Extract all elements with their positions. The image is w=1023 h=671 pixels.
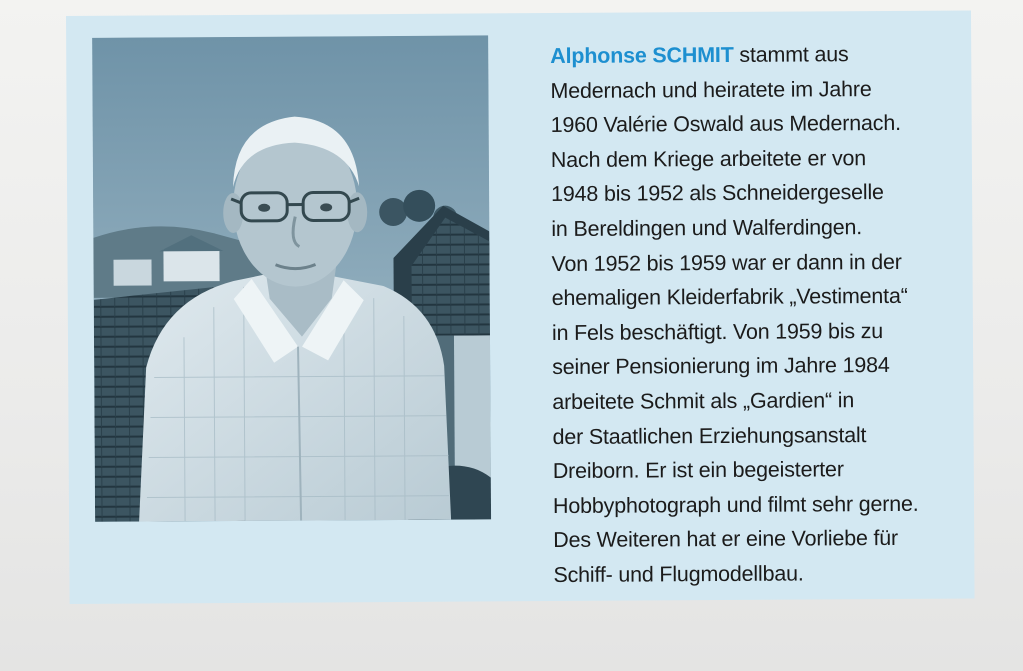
bio-line: Des Weiteren hat er eine Vorliebe für <box>553 526 899 553</box>
bio-first-line-rest: stammt aus <box>733 42 849 67</box>
bio-line: in Fels beschäftigt. Von 1959 bis zu <box>551 318 884 345</box>
bio-line: arbeitete Schmit als „Gardien“ in <box>552 388 855 414</box>
bio-line: 1960 Valérie Oswald aus Medernach. <box>550 111 901 138</box>
bio-line: Hobbyphotograph und filmt sehr gerne. <box>552 491 919 518</box>
portrait-photo <box>92 35 491 521</box>
info-panel <box>66 10 975 604</box>
portrait-illustration <box>92 35 491 521</box>
bio-line <box>550 37 960 74</box>
bio-line: Schiff- und Flugmodellbau. <box>553 561 804 587</box>
bio-line: 1948 bis 1952 als Schneidergeselle <box>551 180 884 207</box>
bio-line: Dreiborn. Er ist ein begeisterter <box>552 457 844 484</box>
person-name: Alphonse SCHMIT <box>550 42 734 69</box>
bio-line: Medernach und heiratete im Jahre <box>550 76 872 103</box>
biography-text <box>550 37 963 593</box>
bio-line: seiner Pensionierung im Jahre 1984 <box>552 353 890 380</box>
bio-line: Nach dem Kriege arbeitete er von <box>550 145 867 172</box>
bio-line: der Staatlichen Erziehungsanstalt <box>552 422 867 449</box>
bio-line: Von 1952 bis 1959 war er dann in der <box>551 249 902 276</box>
bio-line: ehemaligen Kleiderfabrik „Vestimenta“ <box>551 284 908 311</box>
bio-line: in Bereldingen und Walferdingen. <box>551 215 863 242</box>
